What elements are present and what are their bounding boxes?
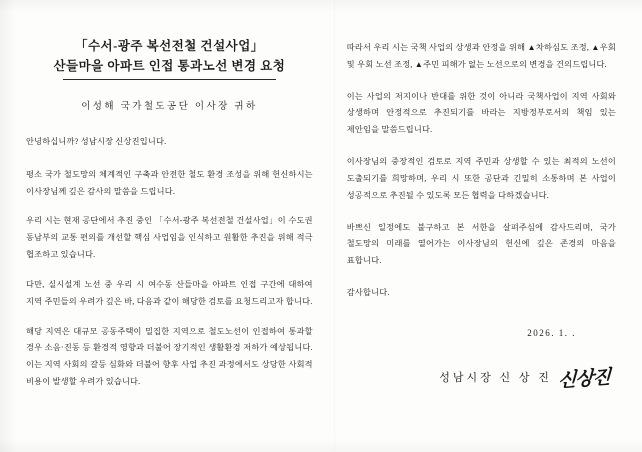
- letter-paragraph: 바쁘신 일정에도 불구하고 본 서한을 살펴주심에 감사드리며, 국가 철도망의 미래를 열어가는 이사장님의 헌신에 깊은 존경의 마음을 표합니다.: [346, 222, 616, 266]
- letter-paragraph: 안녕하십니까? 성남시장 신상진입니다.: [26, 137, 167, 146]
- letter-column-left: [26, 22, 333, 434]
- signature-date: 2026. 1. .: [527, 327, 576, 338]
- letter-signature-block: [347, 328, 616, 391]
- handwritten-signature: 신상진: [557, 366, 611, 392]
- letter-paragraph: 해당 지역은 대규모 공동주택이 밀집한 지역으로 철도노선이 인접하여 통과할 경우 소음·진동 등 환경적 영향과 더불어 장기적인 생활환경 저하가 예상됩니다. 이는 지역 사회의 갈등 심화와 더불어 향후 사업 추진 과정에서도 상당한 사회적 비용이 발생할 우려가 있습니다.: [26, 326, 313, 386]
- letter-paragraph: 따라서 우리 시는 국책 사업의 상생과 안정을 위해 ▲차하심도 조정, ▲우회 및 우회 노선 조정, ▲주민 피해가 없는 노선으로의 변경을 건의드립니다.: [346, 43, 616, 69]
- letter-paragraph: 이는 사업의 저지이나 반대를 위한 것이 아니라 국책사업이 지역 사회와 상생하며 안정적으로 추진되기를 바라는 지방정부로서의 책임 있는 제안임을 말씀드립니다.: [346, 91, 616, 135]
- letter-title-line-1: 「수서-광주 복선전철 건설사업」: [74, 39, 264, 53]
- letter-paragraph: 우리 시는 현재 공단에서 추진 중인 「수서-광주 복선전철 건설사업」이 수도권 동남부의 교통 편의를 개선할 핵심 사업임을 인식하고 원활한 추진을 위해 적극 협조하고 있습니다.: [26, 216, 313, 260]
- signature-name: 성남시장 신 상 진: [439, 372, 552, 385]
- letter-paragraph: 다만, 실시설계 노선 중 우리 시 여수동 산들마을 아파트 인접 구간에 대하여 지역 주민들의 우려가 깊은 바, 다음과 같이 해당한 검토를 요청드리고자 합니다.: [26, 279, 313, 306]
- letter-column-right: [333, 22, 616, 434]
- letter-paragraph: 이사장님의 중장적인 검토로 지역 주민과 상생할 수 있는 최적의 노선이 도출되기를 희망하며, 우리 시 또한 공단과 긴밀히 소통하며 본 사업이 성공적으로 추진될 수 있도록 모든 협력을 다하겠습니다.: [346, 157, 616, 200]
- letter-addressee: 이성해 국가철도공단 이사장 귀하: [81, 102, 258, 112]
- letter-title-line-2: 산들마을 아파트 인접 통과노선 변경 요청: [53, 59, 286, 73]
- letter-paragraph: 감사합니다.: [346, 287, 390, 297]
- letter-paragraph: 평소 국가 철도망의 체계적인 구축과 안전한 철도 환경 조성을 위해 헌신하시는 이사장님께 깊은 감사의 말씀을 드립니다.: [26, 169, 313, 196]
- signature-name-row: [347, 364, 610, 391]
- letter-title-underline: [63, 79, 275, 80]
- letter-title-block: [26, 36, 313, 80]
